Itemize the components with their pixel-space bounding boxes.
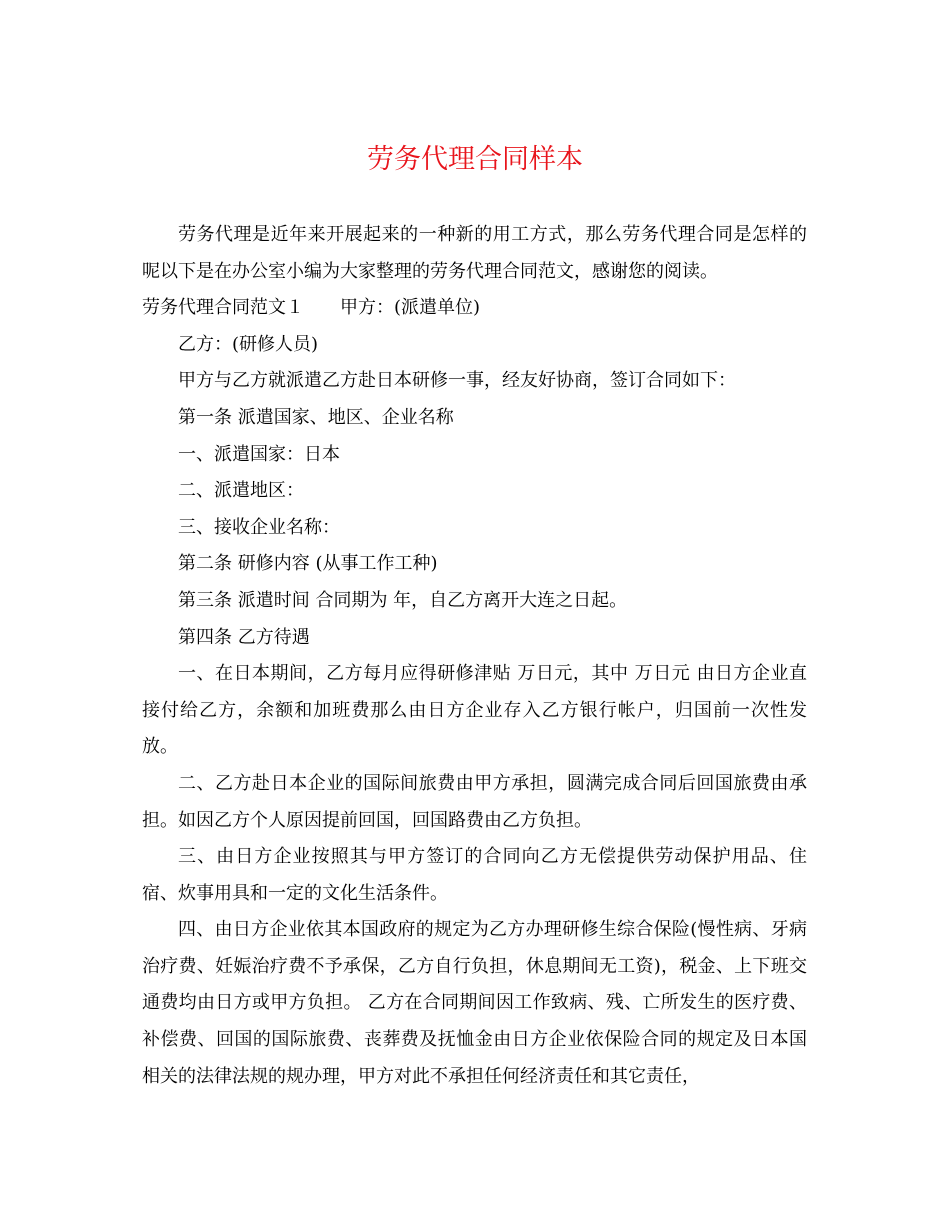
article-3-heading: 第三条 派遣时间 合同期为 年，自乙方离开大连之日起。 [178, 589, 628, 611]
article-4-item-4: 四、由日方企业依其本国政府的规定为乙方办理研修生综合保险(慢性病、牙病治疗费、妊娠治疗费不予承保，乙方自行负担，休息期间无工资)，税金、上下班交通费均由日方或甲方负担。 乙方在合同期间因工作致病、残、亡所发生的医疗费、补偿费、回国的国际旅费、丧葬费及抚恤金由日方企业依保险合同的规定及日本国相关的法律法规的规办理，甲方对此不承担任何经济责任和其它责任， [142, 919, 807, 1087]
article-1-item-2: 二、派遣地区： [178, 480, 304, 502]
article-4-item-1: 一、在日本期间，乙方每月应得研修津贴 万日元，其中 万日元 由日方企业直接付给乙方，余额和加班费那么由日方企业存入乙方银行帐户，归国前一次性发放。 [142, 663, 807, 758]
article-1-item-1: 一、派遣国家：日本 [178, 443, 340, 465]
article-4-heading: 第四条 乙方待遇 [178, 626, 310, 648]
party-a: 甲方：(派遣单位) [340, 297, 481, 319]
article-1-item-3: 三、接收企业名称： [178, 516, 340, 538]
article-4-item-2: 二、乙方赴日本企业的国际间旅费由甲方承担，圆满完成合同后回国旅费由承担。如因乙方个人原因提前回国，回国路费由乙方负担。 [142, 772, 807, 831]
agreement-paragraph: 甲方与乙方就派遣乙方赴日本研修一事，经友好协商，签订合同如下： [178, 370, 736, 392]
article-2-heading: 第二条 研修内容 (从事工作工种) [178, 553, 438, 575]
article-1-heading: 第一条 派遣国家、地区、企业名称 [178, 406, 454, 428]
intro-paragraph: 劳务代理是近年来开展起来的一种新的用工方式，那么劳务代理合同是怎样的呢以下是在办公室小编为大家整理的劳务代理合同范文，感谢您的阅读。 [142, 224, 807, 282]
article-4-item-3: 三、由日方企业按照其与甲方签订的合同向乙方无偿提供劳动保护用品、住宿、炊事用具和一定的文化生活条件。 [142, 846, 807, 904]
sample-heading-line [142, 290, 807, 327]
document-body [142, 217, 807, 1095]
sample-heading: 劳务代理合同范文１ [142, 297, 304, 319]
party-b: 乙方：(研修人员) [178, 333, 319, 355]
document-title: 劳务代理合同样本 [367, 144, 583, 175]
